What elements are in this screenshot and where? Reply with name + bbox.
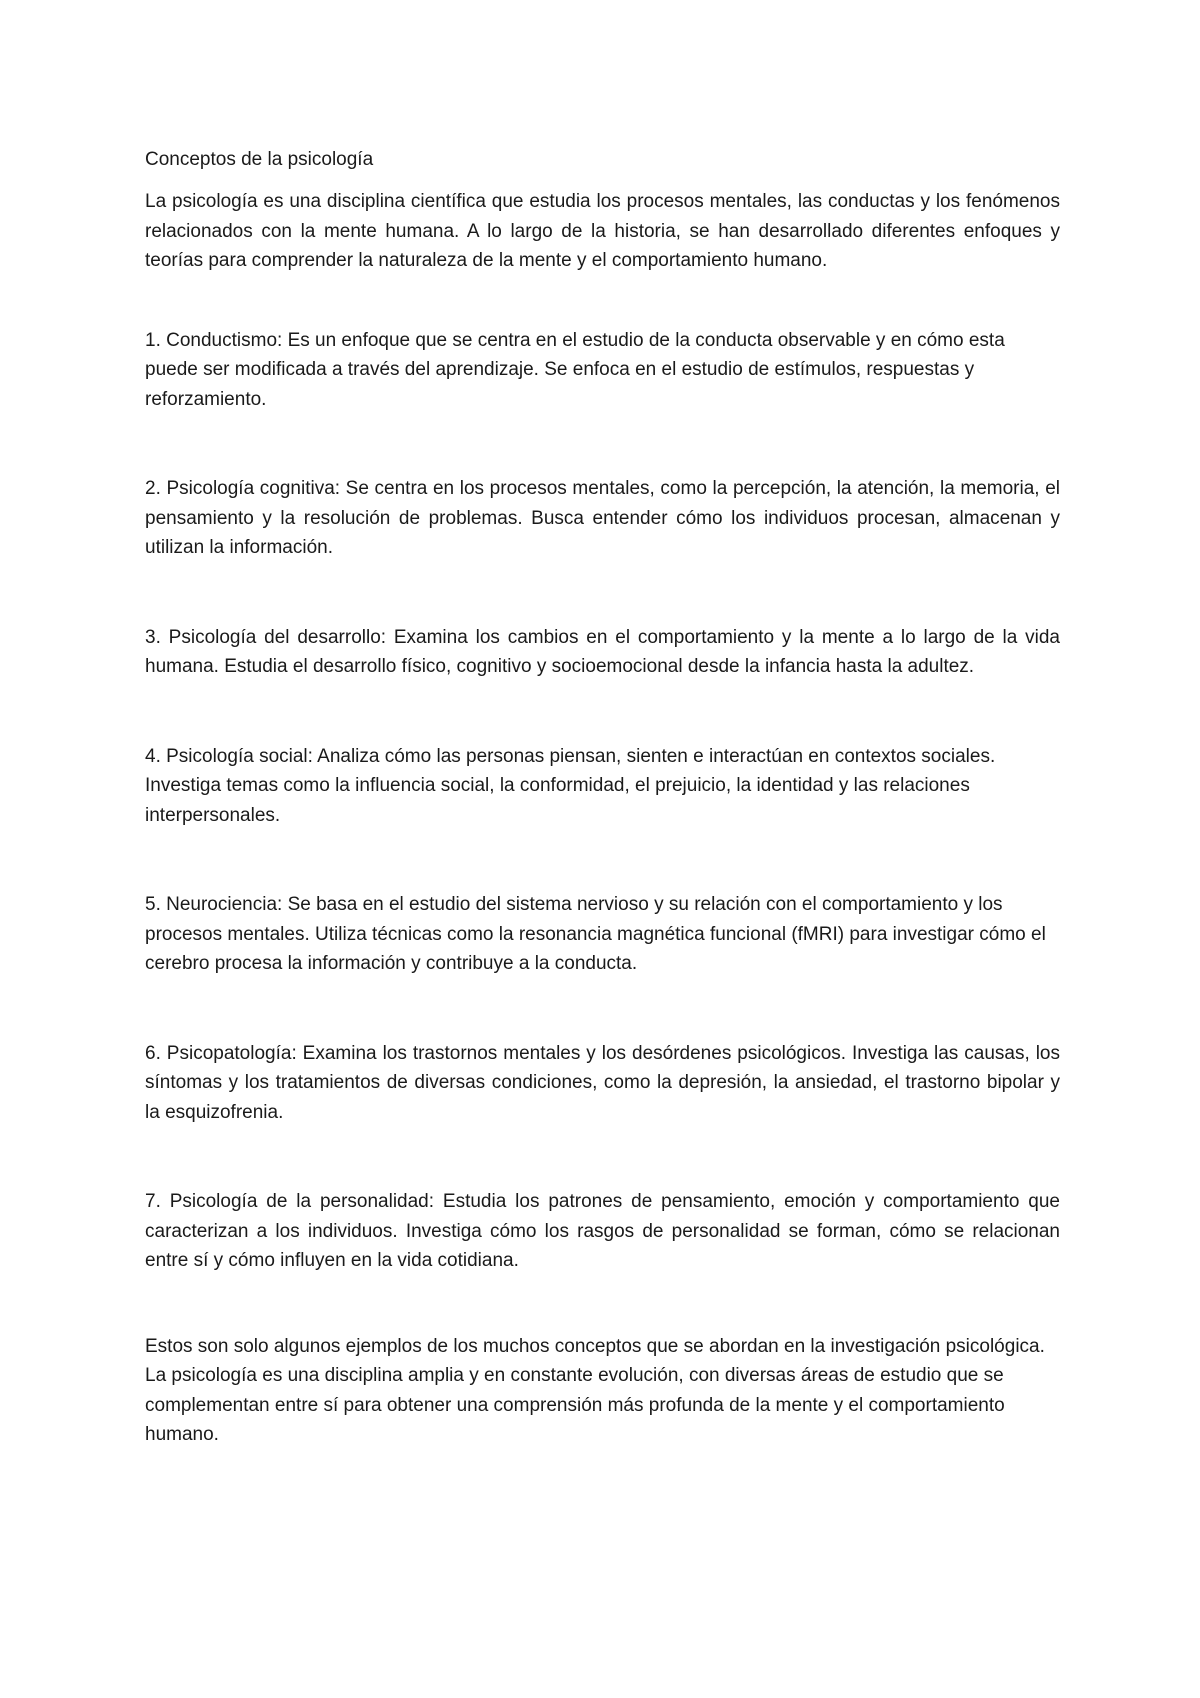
document-title: Conceptos de la psicología — [145, 149, 374, 170]
concept-conductismo: 1. Conductismo: Es un enfoque que se centra en el estudio de la conducta observable y en cómo esta puede ser modificada a través del aprendizaje. Se enfoca en el estudio de estímulos, respuestas y reforzamiento. — [145, 329, 1005, 410]
concept-psicologia-social: 4. Psicología social: Analiza cómo las personas piensan, sienten e interactúan en contextos sociales. Investiga temas como la influencia social, la conformidad, el prejuicio, la identidad y las relaciones interpersonales. — [145, 745, 996, 826]
intro-paragraph: La psicología es una disciplina científica que estudia los procesos mentales, las conductas y los fenómenos relacionados con la mente humana. A lo largo de la historia, se han desarrollado diferentes enfoques y teorías para comprender la naturaleza de la mente y el comportamiento humano. — [145, 191, 1060, 271]
document-body — [145, 146, 1060, 1450]
concept-psicologia-desarrollo: 3. Psicología del desarrollo: Examina los cambios en el comportamiento y la mente a lo largo de la vida humana. Estudia el desarrollo físico, cognitivo y socioemocional desde la infancia hasta la adultez. — [145, 626, 1060, 677]
concept-psicologia-cognitiva: 2. Psicología cognitiva: Se centra en los procesos mentales, como la percepción, la atención, la memoria, el pensamiento y la resolución de problemas. Busca entender cómo los individuos procesan, almacenan y utilizan la información. — [145, 478, 1060, 558]
concept-psicopatologia: 6. Psicopatología: Examina los trastornos mentales y los desórdenes psicológicos. Investiga las causas, los síntomas y los tratamientos de diversas condiciones, como la depresión, la ansiedad, el trastorno bipolar y la esquizofrenia. — [145, 1042, 1060, 1123]
conclusion-paragraph: Estos son solo algunos ejemplos de los muchos conceptos que se abordan en la investigación psicológica. La psicología es una disciplina amplia y en constante evolución, con diversas áreas de estudio que se complementan entre sí para obtener una comprensión más profunda de la mente y el comportamiento humano. — [145, 1335, 1045, 1445]
concept-neurociencia: 5. Neurociencia: Se basa en el estudio del sistema nervioso y su relación con el comportamiento y los procesos mentales. Utiliza técnicas como la resonancia magnética funcional (fMRI) para investigar cómo el cerebro procesa la información y contribuye a la conducta. — [145, 894, 1046, 974]
concept-psicologia-personalidad: 7. Psicología de la personalidad: Estudia los patrones de pensamiento, emoción y comportamiento que caracterizan a los individuos. Investiga cómo los rasgos de personalidad se forman, cómo se relacionan entre sí y cómo influyen en la vida cotidiana. — [145, 1191, 1060, 1271]
